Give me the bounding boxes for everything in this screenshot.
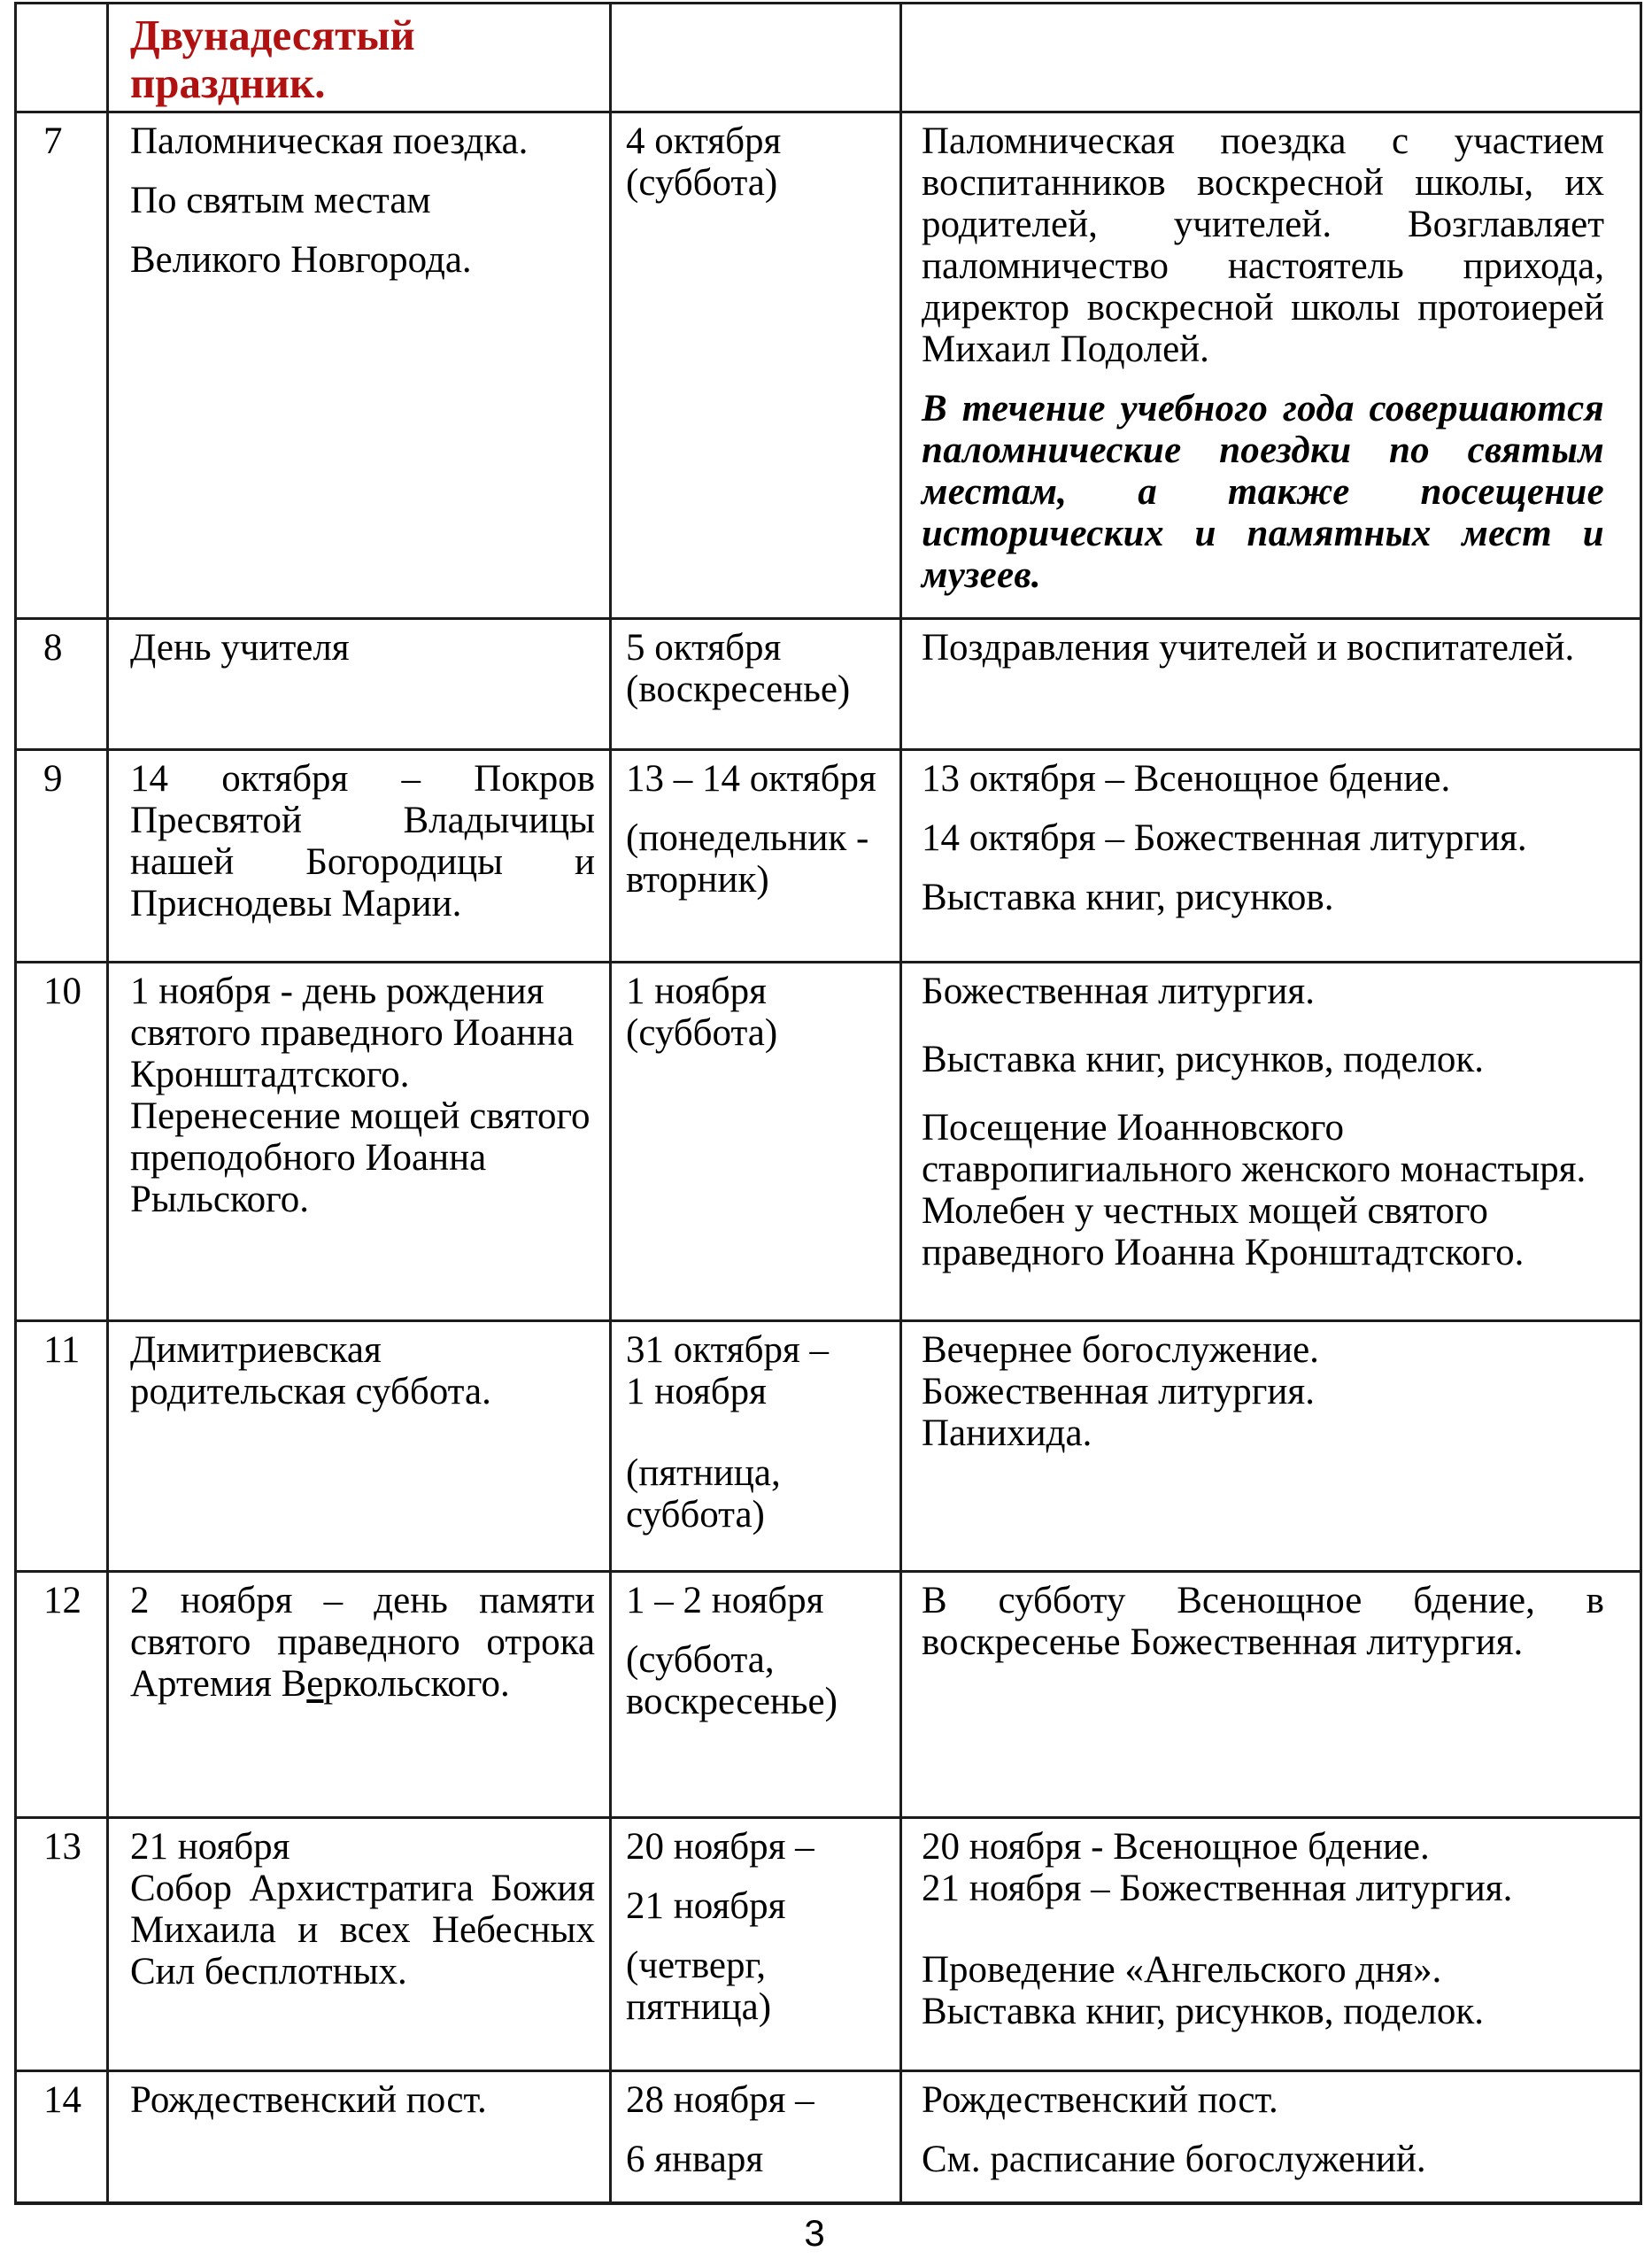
cell-event bbox=[108, 750, 611, 963]
paragraph: праведного Иоанна Кронштадтского. bbox=[922, 1232, 1525, 1273]
paragraph: (четверг, bbox=[626, 1945, 766, 1986]
text-segment: ркольского. bbox=[323, 1663, 510, 1705]
table-row bbox=[16, 619, 1641, 750]
paragraph: Божественная литургия. bbox=[922, 1371, 1315, 1412]
paragraph: Проведение «Ангельского дня». bbox=[922, 1949, 1442, 1991]
cell-description bbox=[901, 1321, 1641, 1572]
table-row bbox=[16, 4, 1641, 112]
paragraph: 14 bbox=[43, 2079, 81, 2121]
paragraph: 8 bbox=[43, 627, 63, 669]
paragraph: Паломническая поездка с участием воспитанников воскресной школы, их родителей, учителей. Возглавляет паломничество настоятель прихода, директор воскресной школы протоиерей Михаил Подолей. bbox=[922, 120, 1604, 370]
cell-date bbox=[611, 1818, 901, 2071]
schedule-table-body bbox=[16, 4, 1641, 2204]
paragraph: 14 октября – Покров Пресвятой Владычицы нашей Богородицы и Приснодевы Марии. bbox=[130, 758, 595, 925]
cell-date bbox=[611, 4, 901, 112]
cell-number bbox=[16, 4, 108, 112]
cell-description bbox=[901, 619, 1641, 750]
cell-description bbox=[901, 750, 1641, 963]
paragraph: (суббота) bbox=[626, 162, 778, 204]
paragraph: 21 ноября bbox=[626, 1885, 786, 1927]
paragraph: святого праведного Иоанна bbox=[130, 1012, 575, 1054]
cell-event bbox=[108, 2071, 611, 2204]
paragraph: Поздравления учителей и воспитателей. bbox=[922, 627, 1575, 669]
cell-date bbox=[611, 619, 901, 750]
paragraph: 11 bbox=[43, 1329, 81, 1371]
paragraph: 1 ноября bbox=[626, 1371, 767, 1412]
cell-number bbox=[16, 1321, 108, 1572]
paragraph: 31 октября – bbox=[626, 1329, 829, 1371]
paragraph: ставропигиального женского монастыря. bbox=[922, 1149, 1586, 1190]
paragraph: Перенесение мощей святого bbox=[130, 1095, 591, 1137]
cell-number bbox=[16, 112, 108, 619]
paragraph: пятница) bbox=[626, 1986, 772, 2028]
paragraph: 7 bbox=[43, 120, 63, 162]
paragraph: (понедельник - вторник) bbox=[626, 817, 869, 901]
cell-event bbox=[108, 1572, 611, 1818]
paragraph: 28 ноября – bbox=[626, 2079, 814, 2121]
cell-event bbox=[108, 619, 611, 750]
paragraph: Панихида. bbox=[922, 1412, 1092, 1454]
paragraph: родительская суббота. bbox=[130, 1371, 491, 1412]
paragraph: (суббота) bbox=[626, 1012, 778, 1054]
table-row bbox=[16, 1321, 1641, 1572]
paragraph: 10 bbox=[43, 971, 81, 1012]
cell-date bbox=[611, 750, 901, 963]
paragraph: 13 – 14 октября bbox=[626, 758, 876, 800]
table-row bbox=[16, 1572, 1641, 1818]
cell-event bbox=[108, 963, 611, 1321]
cell-number bbox=[16, 619, 108, 750]
paragraph: По святым местам bbox=[130, 180, 431, 221]
cell-date bbox=[611, 1321, 901, 1572]
table-row bbox=[16, 2071, 1641, 2204]
paragraph: 14 октября – Божественная литургия. bbox=[922, 817, 1527, 859]
cell-number bbox=[16, 963, 108, 1321]
cell-date bbox=[611, 2071, 901, 2204]
page-number: 3 bbox=[804, 2212, 825, 2254]
paragraph: Димитриевская bbox=[130, 1329, 382, 1371]
paragraph: См. расписание богослужений. bbox=[922, 2139, 1426, 2180]
paragraph: В субботу Всенощное бдение, в воскресенье Божественная литургия. bbox=[922, 1580, 1604, 1663]
paragraph: 21 ноября – Божественная литургия. bbox=[922, 1868, 1513, 1909]
paragraph: Собор Архистратига Божия Михаила и всех Небесных Сил бесплотных. bbox=[130, 1868, 595, 1992]
paragraph: суббота) bbox=[626, 1494, 765, 1536]
cell-description bbox=[901, 4, 1641, 112]
paragraph: (суббота, bbox=[626, 1639, 775, 1681]
underlined-text: е bbox=[306, 1663, 324, 1705]
cell-date bbox=[611, 963, 901, 1321]
schedule-table bbox=[14, 2, 1642, 2205]
paragraph: Божественная литургия. bbox=[922, 971, 1315, 1012]
paragraph: 12 bbox=[43, 1580, 81, 1621]
paragraph: 1 – 2 ноября bbox=[626, 1580, 824, 1621]
cell-description bbox=[901, 1818, 1641, 2071]
paragraph bbox=[130, 1580, 595, 1705]
table-row bbox=[16, 963, 1641, 1321]
paragraph: воскресенье) bbox=[626, 1681, 838, 1722]
paragraph: День учителя bbox=[130, 627, 350, 669]
paragraph: 6 января bbox=[626, 2139, 764, 2180]
cell-event bbox=[108, 1818, 611, 2071]
text-segment: 2 ноября – день памяти святого праведного отрока Артемия В bbox=[130, 1580, 595, 1705]
cell-description bbox=[901, 2071, 1641, 2204]
cell-date bbox=[611, 112, 901, 619]
cell-description bbox=[901, 963, 1641, 1321]
cell-date bbox=[611, 1572, 901, 1818]
paragraph: Двунадесятый праздник. bbox=[130, 11, 415, 107]
paragraph: Кронштадтского. bbox=[130, 1054, 410, 1095]
paragraph: Рождественский пост. bbox=[922, 2079, 1278, 2121]
cell-number bbox=[16, 1572, 108, 1818]
paragraph: (воскресенье) bbox=[626, 669, 851, 710]
cell-number bbox=[16, 2071, 108, 2204]
paragraph: Великого Новгорода. bbox=[130, 239, 472, 281]
paragraph: Вечернее богослужение. bbox=[922, 1329, 1319, 1371]
paragraph: 13 октября – Всенощное бдение. bbox=[922, 758, 1451, 800]
paragraph: 20 ноября - Всенощное бдение. bbox=[922, 1826, 1430, 1868]
paragraph: Паломническая поездка. bbox=[130, 120, 529, 162]
paragraph: Рождественский пост. bbox=[130, 2079, 487, 2121]
cell-event bbox=[108, 4, 611, 112]
table-row bbox=[16, 1818, 1641, 2071]
paragraph: Посещение Иоанновского bbox=[922, 1107, 1344, 1149]
paragraph: Выставка книг, рисунков. bbox=[922, 877, 1334, 918]
paragraph: 1 ноября - день рождения bbox=[130, 971, 544, 1012]
cell-event bbox=[108, 1321, 611, 1572]
paragraph: 5 октября bbox=[626, 627, 782, 669]
paragraph: 20 ноября – bbox=[626, 1826, 814, 1868]
cell-number bbox=[16, 1818, 108, 2071]
cell-description bbox=[901, 1572, 1641, 1818]
paragraph: 1 ноября bbox=[626, 971, 767, 1012]
paragraph: преподобного Иоанна bbox=[130, 1137, 487, 1179]
cell-number bbox=[16, 750, 108, 963]
paragraph: В течение учебного года совершаются паломнические поездки по святым местам, а также посещение исторических и памятных мест и музеев. bbox=[922, 388, 1604, 596]
paragraph: (пятница, bbox=[626, 1452, 781, 1494]
paragraph: Выставка книг, рисунков, поделок. bbox=[922, 1991, 1485, 2032]
paragraph: Выставка книг, рисунков, поделок. bbox=[922, 1039, 1485, 1080]
paragraph: 13 bbox=[43, 1826, 81, 1868]
table-row bbox=[16, 750, 1641, 963]
paragraph: Молебен у честных мощей святого bbox=[922, 1190, 1488, 1232]
paragraph: 21 ноября bbox=[130, 1826, 290, 1868]
table-row bbox=[16, 112, 1641, 619]
cell-description bbox=[901, 112, 1641, 619]
paragraph: 4 октября bbox=[626, 120, 782, 162]
paragraph: 9 bbox=[43, 758, 63, 800]
paragraph: Рыльского. bbox=[130, 1179, 309, 1220]
cell-event bbox=[108, 112, 611, 619]
